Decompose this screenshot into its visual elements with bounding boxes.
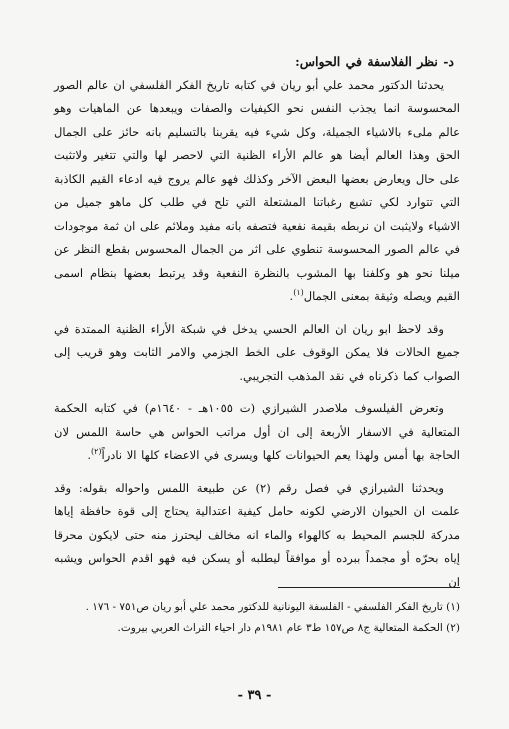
paragraph-abu-rayyan [54, 74, 460, 309]
body-text [54, 50, 460, 594]
paragraph-text: وقد لاحظ ابو ريان ان العالم الحسي يدخل في شبكة الأراء الظنية الممتدة في جميع الحالات فلا يمكن الوقوف على الخط الجزمي والامر الثابت وهو قريب إلى الصواب كما ذكرناه في نقد المذهب التجريبي. [54, 321, 460, 383]
paragraph-text: يحدثنا الدكتور محمد علي أبو ريان في كتابه تاريخ الفكر الفلسفي ان عالم الصور المحسوسة انما يجذب النفس نحو الكيفيات والصفات ويبعدها عن الماهيات وهو عالم ملىء بالاشياء الجميلة، وكل شيء فيه يقربنا بالتسليم بانه حائز على الجمال الحق وهذا العالم أيضا هو عالم الأراء الظنية التي لاحصر لها والتي تتغير ولاتثبت على حال ويعارض بعضها البعض الآخر وكذلك فهو عالم يروج فيه ادعاء القيم الكاذبة التي تتوارد لكي تشبع رغباتنا المشتعلة التي تلح في طلب كل ماهو جميل من الاشياء ولايثبت ان نربطه بقيمة نفعية فتصفه بانه مفيد وملائم على ان ثمة موجودات في عالم الصور المحسوسة تنطوي على اثر من الجمال المحسوس بقطع النظر عن ميلنا نحو هو وكلفنا بها المشوب بالنظرة النفعية وقد يرتبط بعضها بنظام اسمى القيم ويصله وثيقة بمعنى الجمال [54, 77, 461, 303]
footnote-2: (٢) الحكمة المتعالية ج٨ ص١٥٧ ط٣ عام ١٩٨١م دار احياء التراث العربي بيروت. [117, 622, 460, 634]
footnote-separator [278, 587, 460, 588]
paragraph-shirazi-touch [54, 397, 460, 468]
paragraph-shirazi-chapter [54, 477, 460, 595]
paragraph-end: . [289, 289, 294, 303]
section-heading: د- نظر الفلاسفة في الحواس: [295, 54, 454, 69]
paragraph-end: . [87, 448, 91, 462]
paragraph-text: وتعرض الفيلسوف ملاصدر الشيرازي (ت ١٠٥٥هـ - ١٦٤٠م) في كتابه الحكمة المتعالية في الاسفار الأربعة إلى ان أول مراتب الحواس هي حاسة اللمس لان الحاجة بها أمس ولهذا يعم الحيوانات كلها ويسرى في الاعضاء كلها الا نادراً [54, 401, 460, 462]
footnotes [54, 597, 460, 639]
footnote-1: (١) تاريخ الفكر الفلسفي - الفلسفة اليونانية للدكتور محمد علي أبو ريان ص٧٥١ - ١٧٦ . [85, 601, 460, 613]
paragraph-sensory-world [54, 318, 460, 389]
paragraph-text: ويحدثنا الشيرازي في فصل رقم (٢) عن طبيعة اللمس واحواله بقوله: وقد علمت ان الحيوان الارضي لكونه حامل كيفية اعتدالية يحتاج إلى قوة حافظة إياها مدركة للجسم المحيط به كالهواء والماء انه مخالف ليحترز منه حتى لايكون محرقا إياه بحرّه أو مجمداً ببرده أو موافقاً ليطلبه أو يسكن فيه فهو اقدم الحواس ويشبه ان [54, 480, 460, 589]
footnote-ref-2[interactable]: (٢) [90, 447, 102, 457]
footnote-ref-1[interactable]: (١) [293, 288, 304, 298]
page-number: - ٣٩ - [237, 688, 272, 703]
